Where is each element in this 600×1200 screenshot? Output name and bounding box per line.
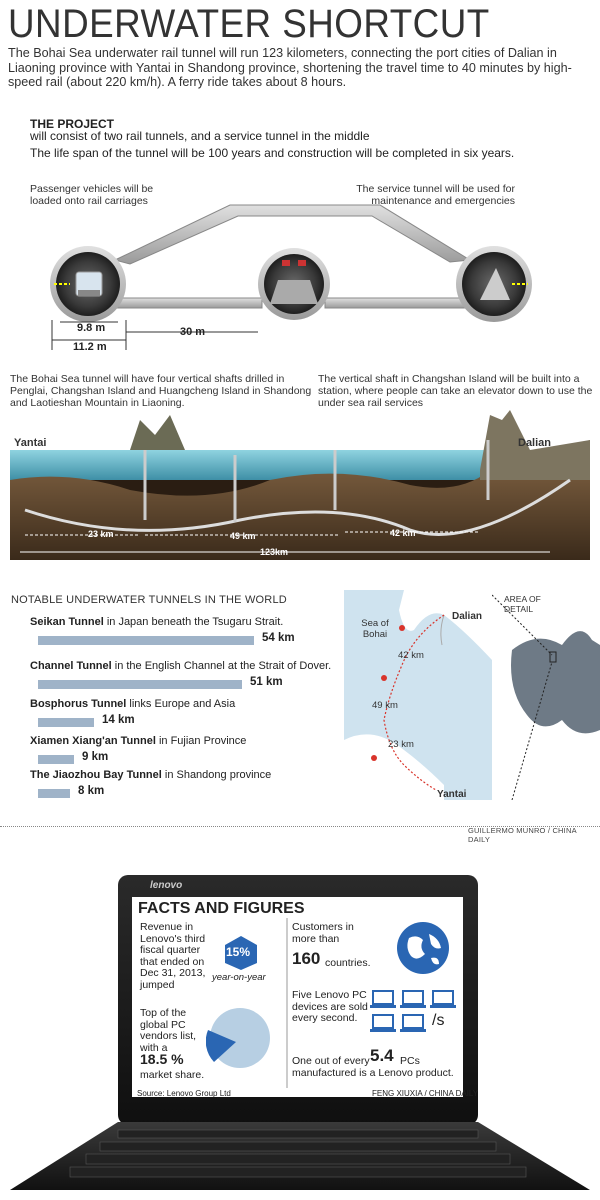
tunnel-desc: in Shandong province	[161, 769, 272, 781]
countries-value: 160	[292, 949, 321, 968]
dim-outer: 11.2 m	[73, 341, 107, 353]
laptop-icon	[400, 1014, 426, 1034]
countries-label: countries.	[325, 957, 371, 969]
map-d2: 49 km	[372, 700, 398, 711]
profile-note-left: The Bohai Sea tunnel will have four vertical shafts drilled in Penglai, Changshan Island and Huangcheng Island in Shandong and Laotieshan Mountain in Liaoning.	[10, 373, 312, 409]
tunnel-desc: in Japan beneath the Tsugaru Strait.	[103, 616, 284, 628]
revenue-sub: year-on-year	[212, 972, 266, 983]
per-second: /s	[432, 1012, 445, 1029]
project-heading: THE PROJECT	[30, 117, 115, 131]
project-line-2: The life span of the tunnel will be 100 years and construction will be completed in six years.	[30, 146, 515, 160]
column-divider	[286, 918, 288, 1088]
laptop-icon	[370, 1014, 396, 1034]
map-dalian: Dalian	[452, 611, 483, 622]
revenue-text: Revenue in Lenovo's third fiscal quarter that ended on Dec 31, 2013, jumped	[140, 921, 206, 991]
one-of-every-text: One out of every	[292, 1055, 370, 1067]
laptop-brand: lenovo	[150, 880, 183, 891]
tunnel-label	[30, 698, 235, 710]
profile-note-right: The vertical shaft in Changshan Island will be built into a station, where people can take an elevator down to use the under sea rail services	[318, 373, 593, 409]
top-vendors-text: Top of the global PC vendors list, with a	[140, 1007, 197, 1054]
credit-2: FENG XIUXIA / CHINA DAILY	[372, 1089, 479, 1098]
tunnel-desc: links Europe and Asia	[126, 698, 236, 710]
profile-total: 123km	[260, 547, 289, 557]
profile-seg2: 49 km	[230, 531, 256, 541]
tunnel-name: Bosphorus Tunnel	[30, 698, 127, 710]
tunnel-label	[30, 616, 283, 628]
tunnel-bar	[38, 718, 94, 727]
tunnel-label	[30, 769, 271, 781]
cross-section-note-left: Passenger vehicles will be loaded onto rail carriages	[30, 183, 154, 207]
profile-label-dalian: Dalian	[518, 437, 552, 449]
project-line-1: will consist of two rail tunnels, and a service tunnel in the middle	[30, 129, 370, 143]
laptop-icon	[400, 990, 426, 1010]
tunnel-value: 8 km	[78, 785, 105, 797]
page-title: UNDERWATER SHORTCUT	[8, 2, 490, 46]
china-locator-map	[492, 590, 600, 800]
tunnel-profile	[10, 410, 600, 570]
tunnel-value: 54 km	[262, 632, 295, 644]
tunnel-name: Channel Tunnel	[30, 660, 112, 672]
revenue-pct: 15%	[226, 945, 251, 959]
tunnel-name: The Jiaozhou Bay Tunnel	[30, 769, 162, 781]
map-d3: 23 km	[388, 739, 414, 750]
tunnel-bar	[38, 755, 74, 764]
market-share-pie	[206, 1004, 272, 1070]
tunnel-bar	[38, 680, 242, 689]
ratio-value: 5.4	[370, 1046, 394, 1065]
manufactured-text: manufactured is a Lenovo product.	[292, 1067, 454, 1079]
map-d1: 42 km	[398, 650, 424, 661]
share-label: market share.	[140, 1069, 205, 1081]
map-area-label: AREA OF DETAIL	[504, 594, 541, 614]
dim-inner: 9.8 m	[77, 322, 106, 334]
map-sea-label: Sea of Bohai	[361, 618, 389, 640]
tunnel-label	[30, 660, 331, 672]
intro-paragraph: The Bohai Sea underwater rail tunnel will run 123 kilometers, connecting the port cities of Dalian in Liaoning province with Yantai in Shandong province, shortening the travel time to 40 minutes by high-speed rail (about 220 km/h). A ferry ride takes about 8 hours.	[8, 46, 572, 89]
credit-1: GUILLERMO MUNRO / CHINA DAILY	[468, 826, 577, 844]
tunnel-value: 14 km	[102, 714, 135, 726]
tunnel-bar	[38, 789, 70, 798]
tunnel-desc: in the English Channel at the Strait of Dover.	[111, 660, 332, 672]
tunnel-name: Xiamen Xiang'an Tunnel	[30, 735, 156, 747]
tunnel-desc: in Fujian Province	[155, 735, 247, 747]
map-yantai: Yantai	[437, 789, 467, 800]
profile-seg3: 42 km	[390, 528, 416, 538]
globe-icon	[395, 920, 451, 976]
laptop-icon	[430, 990, 456, 1010]
dim-gap: 30 m	[180, 326, 206, 338]
tunnel-cross-section	[0, 200, 600, 360]
source-line: Source: Lenovo Group Ltd	[137, 1089, 231, 1098]
notable-tunnels-title: NOTABLE UNDERWATER TUNNELS IN THE WORLD	[11, 594, 287, 606]
tunnel-name: Seikan Tunnel	[30, 616, 104, 628]
profile-seg1: 23 km	[88, 529, 114, 539]
ratio-label: PCs	[400, 1055, 420, 1067]
facts-title: FACTS AND FIGURES	[138, 900, 305, 917]
tunnel-value: 51 km	[250, 676, 283, 688]
five-devices-text: Five Lenovo PC devices are sold every second.	[292, 989, 368, 1024]
tunnel-label	[30, 735, 246, 747]
share-value: 18.5 %	[140, 1051, 184, 1067]
profile-label-yantai: Yantai	[14, 437, 47, 449]
cross-section-note-right: The service tunnel will be used for maintenance and emergencies	[356, 183, 515, 207]
tunnel-value: 9 km	[82, 751, 109, 763]
laptop-icon	[370, 990, 396, 1010]
customers-text: Customers in more than	[292, 921, 354, 945]
section-divider	[0, 826, 600, 827]
tunnel-bar	[38, 636, 254, 645]
